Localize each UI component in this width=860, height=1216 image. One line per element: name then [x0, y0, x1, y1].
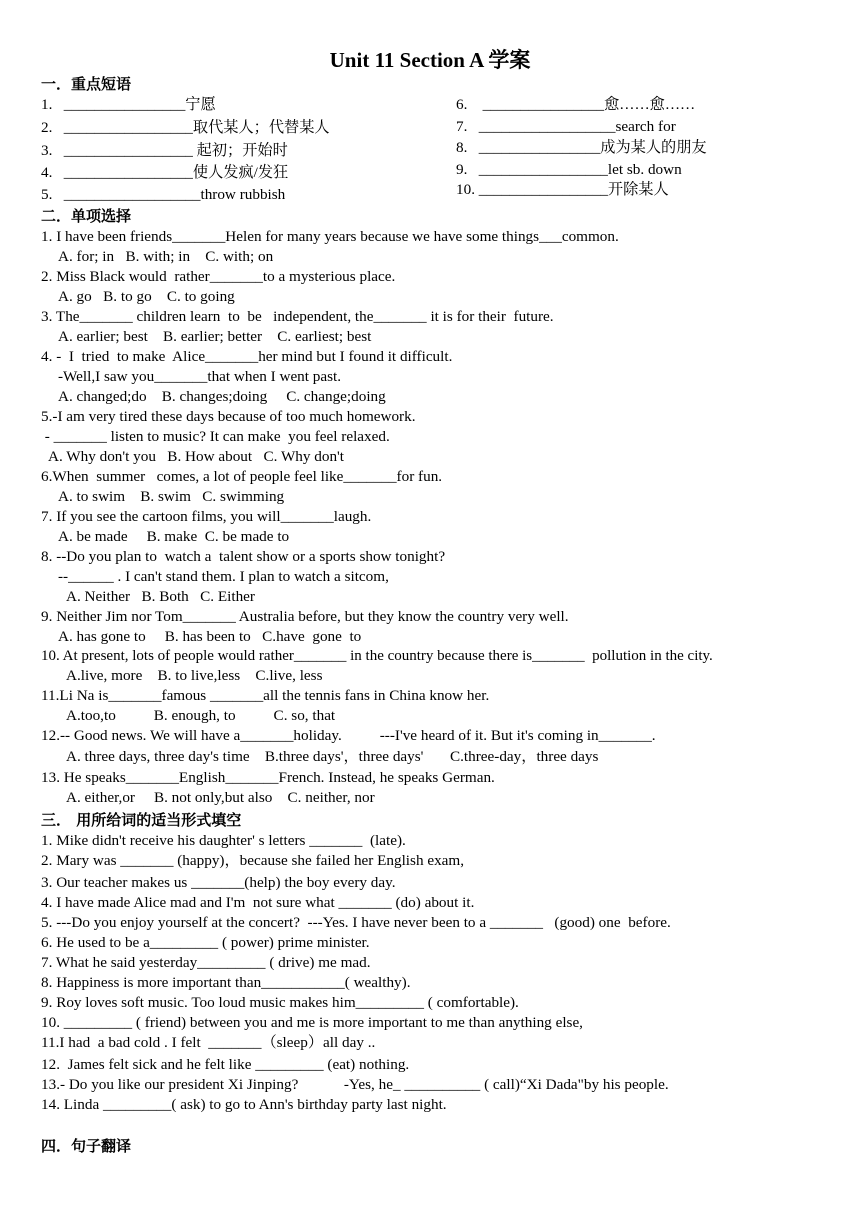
fill-in-line: 14. Linda _________( ask) to go to Ann's birthday party last night. — [41, 1096, 447, 1113]
fill-in-line: 10. _________ ( friend) between you and me is more important to me than anything else, — [41, 1014, 583, 1031]
fill-in-line: 12. James felt sick and he felt like _________ (eat) nothing. — [41, 1056, 410, 1073]
phrase-item: 10. _________________开除某人 — [456, 181, 669, 198]
phrase-item: 5. __________________throw rubbish — [41, 186, 286, 203]
fill-in-line: 6. He used to be a_________ ( power) prime minister. — [41, 934, 370, 951]
section-heading-translation: 四．句子翻译 — [41, 1137, 132, 1155]
options-line: A. go B. to go C. to going — [58, 288, 235, 305]
options-line: A.live, more B. to live,less C.live, less — [66, 667, 323, 684]
options-line: A. to swim B. swim C. swimming — [58, 488, 285, 505]
phrase-item: 7. __________________search for — [456, 118, 676, 135]
section-heading-key-phrases: 一．重点短语 — [41, 75, 132, 93]
options-line: A. earlier; best B. earlier; better C. earliest; best — [58, 328, 372, 345]
page-title: Unit 11 Section A 学案 — [329, 48, 531, 72]
question-line: 1. I have been friends_______Helen for many years because we have some things___common. — [41, 228, 619, 245]
options-line: A. Why don't you B. How about C. Why don't — [48, 448, 345, 465]
phrase-item: 1. ________________宁愿 — [41, 96, 216, 113]
phrase-item: 8. ________________成为某人的朋友 — [456, 139, 707, 156]
question-line: --______ . I can't stand them. I plan to watch a sitcom, — [58, 568, 389, 585]
fill-in-line: 13.- Do you like our president Xi Jinping? -Yes, he_ __________ ( call)“Xi Dada"by his people. — [41, 1076, 669, 1093]
question-line: 5.-I am very tired these days because of too much homework. — [41, 408, 416, 425]
question-line: 9. Neither Jim nor Tom_______ Australia before, but they know the country very well. — [41, 608, 569, 625]
fill-in-line: 5. ---Do you enjoy yourself at the concert? ---Yes. I have never been to a _______ (good) one before. — [41, 914, 671, 931]
question-line: 11.Li Na is_______famous _______all the tennis fans in China know her. — [41, 687, 490, 704]
question-line: 12.-- Good news. We will have a_______holiday. ---I've heard of it. But it's coming in_______. — [41, 727, 656, 744]
question-line: 13. He speaks_______English_______French. Instead, he speaks German. — [41, 769, 495, 786]
options-line: A. be made B. make C. be made to — [58, 528, 290, 545]
phrase-item: 3. _________________ 起初；开始时 — [41, 142, 288, 159]
question-line: 10. At present, lots of people would rather_______ in the country because there is_______ pollution in the city. — [41, 648, 713, 664]
options-line: A. changed;do B. changes;doing C. change;doing — [58, 388, 386, 405]
question-line: 8. --Do you plan to watch a talent show or a sports show tonight? — [41, 548, 446, 565]
options-line: A. Neither B. Both C. Either — [66, 588, 255, 605]
fill-in-line: 1. Mike didn't receive his daughter' s letters _______ (late). — [41, 832, 406, 849]
options-line: A. has gone to B. has been to C.have gone to — [58, 628, 362, 645]
options-line: A. either,or B. not only,but also C. neither, nor — [66, 789, 375, 806]
fill-in-line: 2. Mary was _______ (happy)，because she failed her English exam, — [41, 852, 465, 869]
fill-in-line: 11.I had a bad cold . I felt _______（sleep）all day .. — [41, 1034, 376, 1051]
phrase-item: 4. _________________使人发疯/发狂 — [41, 164, 289, 181]
fill-in-line: 8. Happiness is more important than___________( wealthy). — [41, 974, 411, 991]
section-heading-word-forms: 三． 用所给词的适当形式填空 — [41, 811, 242, 829]
options-line: A.too,to B. enough, to C. so, that — [66, 707, 336, 724]
fill-in-line: 7. What he said yesterday_________ ( drive) me mad. — [41, 954, 371, 971]
options-line: A. for; in B. with; in C. with; on — [58, 248, 274, 265]
options-line: A. three days, three day's time B.three days'，three days' C.three-day，three days — [66, 748, 599, 765]
question-line: 6.When summer comes, a lot of people feel like_______for fun. — [41, 468, 443, 485]
question-line: 4. - I tried to make Alice_______her mind but I found it difficult. — [41, 348, 453, 365]
fill-in-line: 3. Our teacher makes us _______(help) the boy every day. — [41, 874, 396, 891]
phrase-item: 9. _________________let sb. down — [456, 161, 682, 178]
question-line: -Well,I saw you_______that when I went past. — [58, 368, 342, 385]
phrase-item: 6. ________________愈……愈…… — [456, 96, 696, 113]
question-line: 7. If you see the cartoon films, you will_______laugh. — [41, 508, 372, 525]
fill-in-line: 9. Roy loves soft music. Too loud music makes him_________ ( comfortable). — [41, 994, 519, 1011]
section-heading-multiple-choice: 二．单项选择 — [41, 207, 132, 225]
question-line: - _______ listen to music? It can make you feel relaxed. — [41, 428, 390, 445]
fill-in-line: 4. I have made Alice mad and I'm not sure what _______ (do) about it. — [41, 894, 475, 911]
question-line: 3. The_______ children learn to be independent, the_______ it is for their future. — [41, 308, 554, 325]
question-line: 2. Miss Black would rather_______to a mysterious place. — [41, 268, 396, 285]
phrase-item: 2. _________________取代某人；代替某人 — [41, 119, 330, 136]
